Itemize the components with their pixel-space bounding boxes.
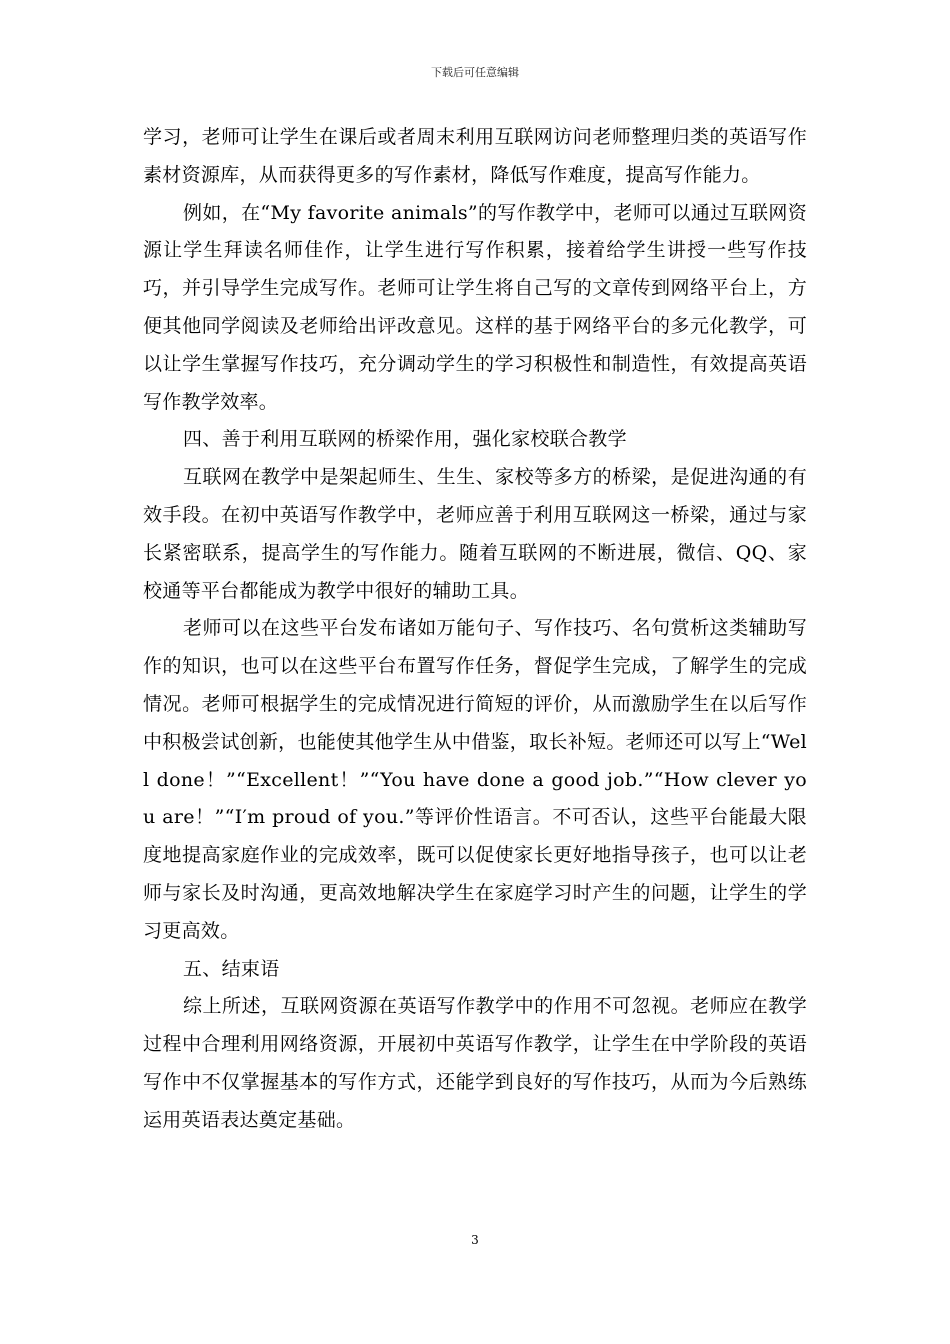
page-number: 3 bbox=[471, 1233, 479, 1247]
paragraph-conclusion: 综上所述，互联网资源在英语写作教学中的作用不可忽视。老师应在教学过程中合理利用网络资源，开展初中英语写作教学，让学生在中学阶段的英语写作中不仅掌握基本的写作方式，还能学到良好的写作技巧，从而为今后熟练运用英语表达奠定基础。 bbox=[143, 995, 807, 1131]
paragraph-continuation: 学习，老师可让学生在课后或者周末利用互联网访问老师整理归类的英语写作素材资源库，从而获得更多的写作素材，降低写作难度，提高写作能力。 bbox=[143, 126, 807, 186]
paragraph-platforms: 老师可以在这些平台发布诸如万能句子、写作技巧、名句赏析这类辅助写作的知识，也可以在这些平台布置写作任务，督促学生完成，了解学生的完成情况。老师可根据学生的完成情况进行简短的评价，从而激励学生在以后写作中积极尝试创新，也能使其他学生从中借鉴，取长补短。老师还可以写上“Well done！”“Excellent！”“You have done a good job.”“How clever you are！”“I′m proud of you.”等评价性语言。不可否认，这些平台能最大限度地提高家庭作业的完成效率，既可以促使家长更好地指导孩子，也可以让老师与家长及时沟通，更高效地解决学生在家庭学习时产生的问题，让学生的学习更高效。 bbox=[143, 617, 807, 942]
page-header: 下载后可任意编辑 bbox=[431, 66, 519, 79]
paragraph-bridge: 互联网在教学中是架起师生、生生、家校等多方的桥梁，是促进沟通的有效手段。在初中英语写作教学中，老师应善于利用互联网这一桥梁，通过与家长紧密联系，提高学生的写作能力。随着互联网的不断进展，微信、QQ、家校通等平台都能成为教学中很好的辅助工具。 bbox=[143, 466, 807, 602]
document-body bbox=[143, 119, 807, 1140]
section-heading-five: 五、结束语 bbox=[183, 957, 280, 980]
paragraph-example: 例如，在“My favorite animals”的写作教学中，老师可以通过互联网资源让学生拜读名师佳作，让学生进行写作积累，接着给学生讲授一些写作技巧，并引导学生完成写作。老师可让学生将自己写的文章传到网络平台上，方便其他同学阅读及老师给出评改意见。这样的基于网络平台的多元化教学，可以让学生掌握写作技巧，充分调动学生的学习积极性和制造性，有效提高英语写作教学效率。 bbox=[143, 201, 807, 413]
section-heading-four: 四、善于利用互联网的桥梁作用，强化家校联合教学 bbox=[183, 428, 627, 451]
